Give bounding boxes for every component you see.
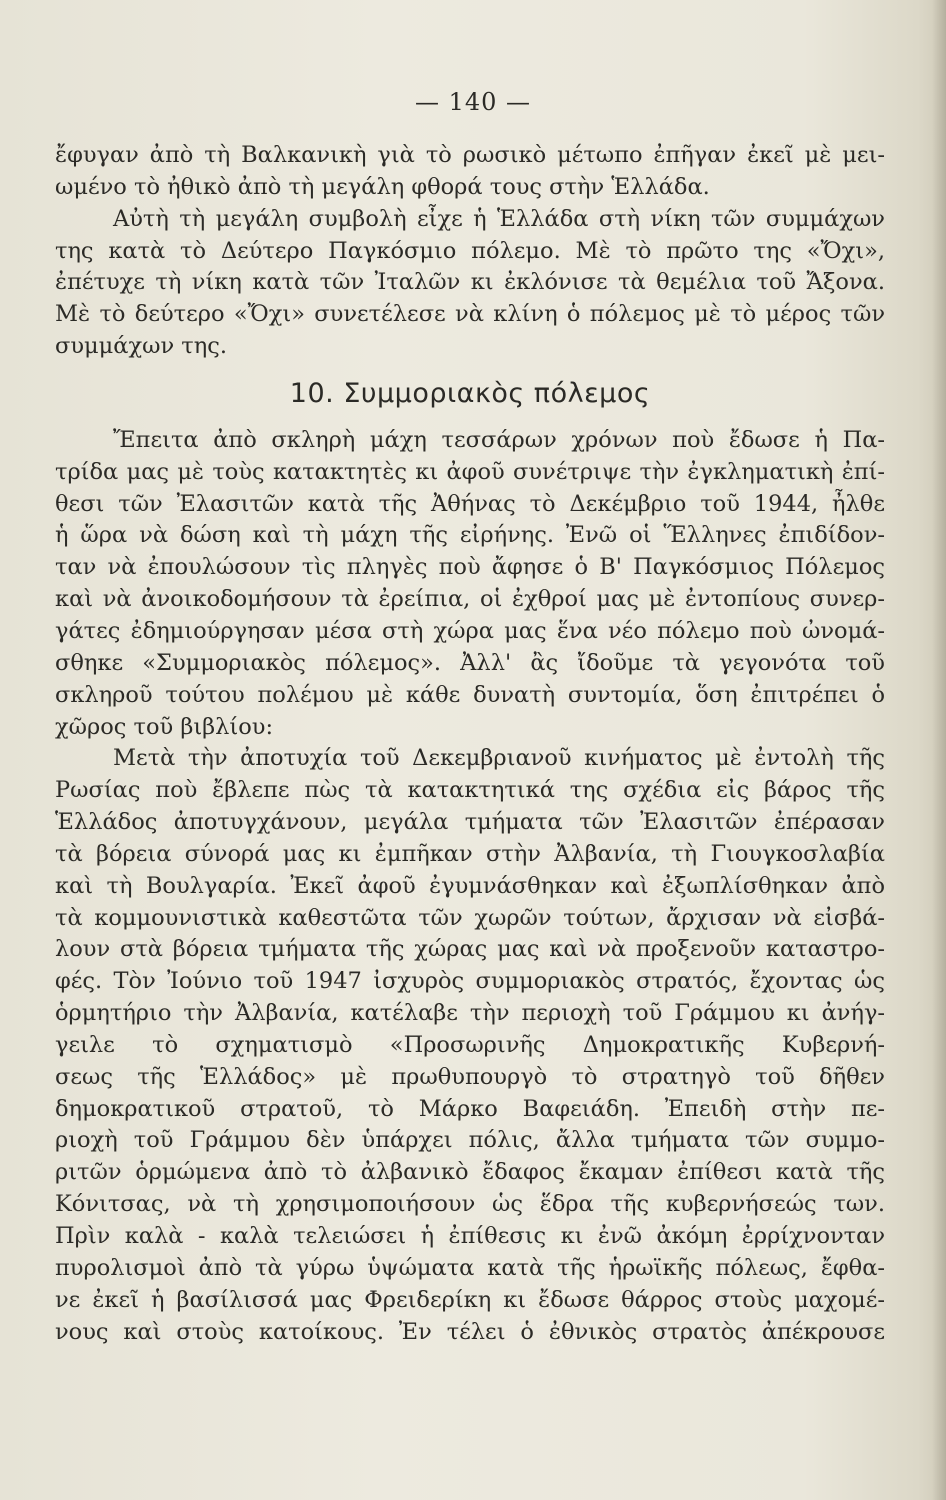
text-line: ριτῶν ὁρμώμενα ἀπὸ τὸ ἀλβανικὸ ἔδαφος ἔκαμαν ἐπίθεσι κατὰ τῆς [55, 1159, 885, 1186]
text-line: ἡ ὥρα νὰ δώση καὶ τὴ μάχη τῆς εἰρήνης. Ἐνῶ οἱ Ἕλληνες ἐπιδίδον- [55, 522, 885, 549]
text-line: γειλε τὸ σχηματισμὸ «Προσωρινῆς Δημοκρατικῆς Κυβερνή- [55, 1031, 885, 1058]
text-line: καὶ τὴ Βουλγαρία. Ἐκεῖ ἀφοῦ ἐγυμνάσθηκαν καὶ ἐξωπλίσθηκαν ἀπὸ [55, 872, 885, 899]
text-line: φές. Τὸν Ἰούνιο τοῦ 1947 ἰσχυρὸς συμμοριακὸς στρατός, ἔχοντας ὡς [55, 968, 885, 995]
body-text [55, 140, 885, 1348]
page-number: — 140 — [414, 88, 532, 116]
text-line: νους καὶ στοὺς κατοίκους. Ἐν τέλει ὁ ἐθνικὸς στρατὸς ἀπέκρουσε [55, 1318, 885, 1345]
text-line: Ρωσίας ποὺ ἔβλεπε πὼς τὰ κατακτητικά της σχέδια εἰς βάρος τῆς [55, 777, 885, 804]
text-line: Μὲ τὸ δεύτερο «Ὄχι» συνετέλεσε νὰ κλίνη ὁ πόλεμος μὲ τὸ μέρος τῶν [55, 301, 885, 328]
text-line: σεως τῆς Ἑλλάδος» μὲ πρωθυπουργὸ τὸ στρατηγὸ τοῦ δῆθεν [55, 1063, 885, 1090]
text-line: τὰ βόρεια σύνορά μας κι ἐμπῆκαν στὴν Ἀλβανία, τὴ Γιουγκοσλαβία [55, 840, 885, 867]
text-line: ωμένο τὸ ἠθικὸ ἀπὸ τὴ μεγάλη φθορά τους στὴν Ἑλλάδα. [55, 173, 710, 200]
paragraph-1 [55, 140, 885, 204]
text-line: Μετὰ τὴν ἀποτυχία τοῦ Δεκεμβριανοῦ κινήματος μὲ ἐντολὴ τῆς [113, 745, 885, 772]
text-line: ἐπέτυχε τὴ νίκη κατὰ τῶν Ἰταλῶν κι ἐκλόνισε τὰ θεμέλια τοῦ Ἄξονα. [55, 269, 885, 296]
text-line: Κόνιτσας, νὰ τὴ χρησιμοποιήσουν ὡς ἕδρα τῆς κυβερνήσεώς των. [55, 1191, 885, 1218]
text-line: ἔφυγαν ἀπὸ τὴ Βαλκανικὴ γιὰ τὸ ρωσικὸ μέτωπο ἐπῆγαν ἐκεῖ μὲ μει- [55, 142, 885, 168]
text-line: ὁρμητήριο τὴν Ἀλβανία, κατέλαβε τὴν περιοχὴ τοῦ Γράμμου κι ἀνήγ- [55, 1000, 885, 1027]
text-line: Πρὶν καλὰ - καλὰ τελειώσει ἡ ἐπίθεσις κι ἐνῶ ἀκόμη ἐρρίχνονταν [55, 1223, 885, 1249]
text-line: καὶ νὰ ἀνοικοδομήσουν τὰ ἐρείπια, οἱ ἐχθροί μας μὲ ἐντοπίους συνερ- [55, 586, 885, 613]
text-line: χῶρος τοῦ βιβλίου: [55, 713, 274, 740]
text-line: ριοχὴ τοῦ Γράμμου δὲν ὑπάρχει πόλις, ἄλλα τμήματα τῶν συμμο- [55, 1127, 885, 1154]
section-heading: 10. Συμμοριακὸς πόλεμος [289, 377, 651, 409]
page-edge-shadow [932, 0, 946, 1500]
text-line: τὰ κομμουνιστικὰ καθεστῶτα τῶν χωρῶν τούτων, ἄρχισαν νὰ εἰσβά- [55, 904, 885, 931]
text-line: της κατὰ τὸ Δεύτερο Παγκόσμιο πόλεμο. Μὲ τὸ πρῶτο της «Ὄχι», [55, 237, 885, 264]
text-line: λουν στὰ βόρεια τμήματα τῆς χώρας μας καὶ νὰ προξενοῦν καταστρο- [55, 936, 885, 963]
paragraph-3 [55, 425, 885, 743]
text-line: δημοκρατικοῦ στρατοῦ, τὸ Μάρκο Βαφειάδη. Ἐπειδὴ στὴν πε- [55, 1095, 885, 1122]
text-line: ταν νὰ ἐπουλώσουν τὶς πληγὲς ποὺ ἄφησε ὁ Β' Παγκόσμιος Πόλεμος [55, 554, 885, 581]
text-line: συμμάχων της. [55, 333, 227, 360]
text-line: Ἑλλάδος ἀποτυγχάνουν, μεγάλα τμήματα τῶν Ἐλασιτῶν ἐπέρασαν [55, 809, 885, 836]
text-line: τρίδα μας μὲ τοὺς κατακτητὲς κι ἀφοῦ συνέτριψε τὴν ἐγκληματικὴ ἐπί- [55, 458, 885, 485]
text-line: θεσι τῶν Ἐλασιτῶν κατὰ τῆς Ἀθήνας τὸ Δεκέμβριο τοῦ 1944, ἦλθε [55, 490, 885, 517]
text-line: Αὐτὴ τὴ μεγάλη συμβολὴ εἶχε ἡ Ἑλλάδα στὴ νίκη τῶν συμμάχων [113, 205, 885, 232]
paragraph-4 [55, 743, 885, 1348]
text-line: γάτες ἐδημιούργησαν μέσα στὴ χώρα μας ἕνα νέο πόλεμο ποὺ ὠνομά- [55, 617, 885, 644]
paragraph-2 [55, 204, 885, 363]
text-line: νε ἐκεῖ ἡ βασίλισσά μας Φρειδερίκη κι ἔδωσε θάρρος στοὺς μαχομέ- [55, 1286, 885, 1313]
text-line: σκληροῦ τούτου πολέμου μὲ κάθε δυνατὴ συντομία, ὅση ἐπιτρέπει ὁ [55, 681, 885, 708]
text-line: Ἔπειτα ἀπὸ σκληρὴ μάχη τεσσάρων χρόνων ποὺ ἔδωσε ἡ Πα- [113, 426, 885, 453]
text-line: πυρολισμοὶ ἀπὸ τὰ γύρω ὑψώματα κατὰ τῆς ἡρωϊκῆς πόλεως, ἔφθα- [55, 1254, 885, 1281]
text-line: σθηκε «Συμμοριακὸς πόλεμος». Ἀλλ' ἂς ἴδοῦμε τὰ γεγονότα τοῦ [55, 649, 885, 676]
